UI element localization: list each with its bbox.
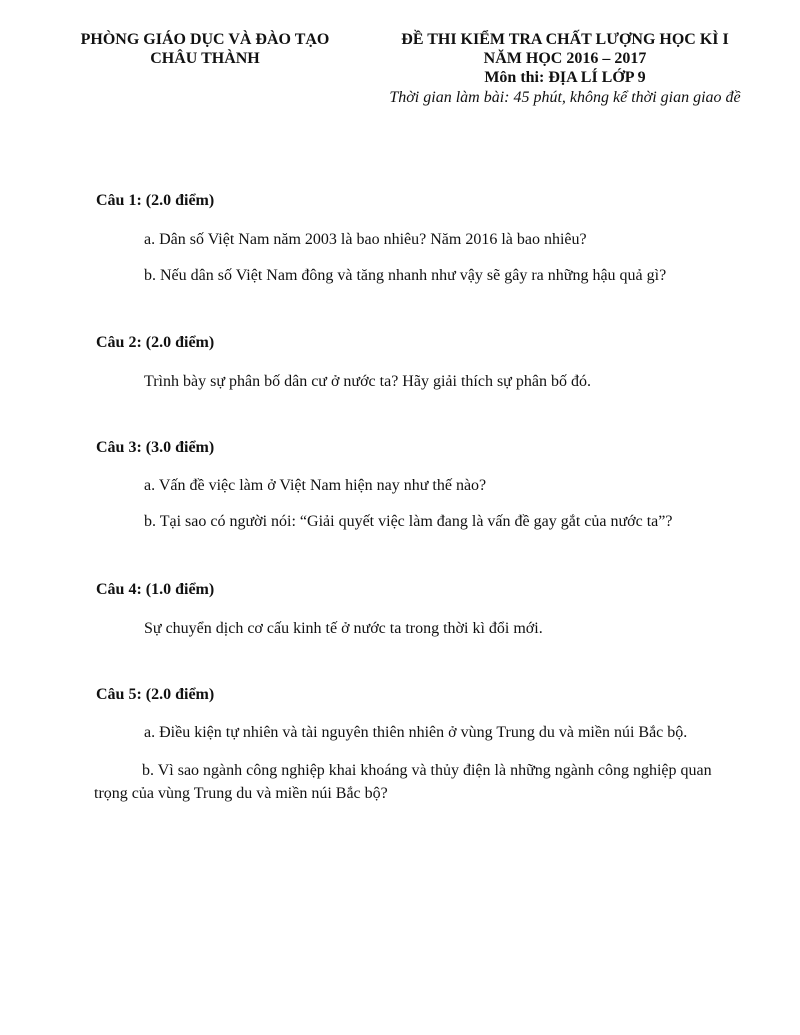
exam-title: ĐỀ THI KIỂM TRA CHẤT LƯỢNG HỌC KÌ I [401,31,729,48]
header-exam-info [370,30,760,107]
question-line: b. Vì sao ngành công nghiệp khai khoáng và thủy điện là những ngành công nghiệp quan trọng của vùng Trung du và miền núi Bắc bộ? [94,762,712,802]
question-title: Câu 4: (1.0 điểm) [96,581,215,598]
question-line: a. Dân số Việt Nam năm 2003 là bao nhiêu? Năm 2016 là bao nhiêu? [144,231,587,248]
question-4 [96,580,746,638]
header-department [40,30,370,68]
question-3 [96,438,746,531]
question-5 [96,685,746,805]
question-title: Câu 3: (3.0 điểm) [96,439,215,456]
question-title: Câu 5: (2.0 điểm) [96,686,215,703]
question-line: b. Nếu dân số Việt Nam đông và tăng nhanh như vậy sẽ gây ra những hậu quả gì? [144,267,667,284]
question-1 [96,191,746,285]
district-name: CHÂU THÀNH [150,50,260,67]
question-title: Câu 1: (2.0 điểm) [96,192,215,209]
exam-subject: Môn thi: ĐỊA LÍ LỚP 9 [484,69,646,86]
question-line: a. Điều kiện tự nhiên và tài nguyên thiên nhiên ở vùng Trung du và miền núi Bắc bộ. [144,724,688,741]
question-title: Câu 2: (2.0 điểm) [96,334,215,351]
question-line: b. Tại sao có người nói: “Giải quyết việc làm đang là vấn đề gay gắt của nước ta”? [144,513,673,530]
question-line: a. Vấn đề việc làm ở Việt Nam hiện nay như thế nào? [144,477,487,494]
exam-duration: Thời gian làm bài: 45 phút, không kể thời gian giao đề [389,89,741,106]
question-2 [96,333,746,391]
question-line: Trình bày sự phân bố dân cư ở nước ta? Hãy giải thích sự phân bố đó. [144,373,591,390]
department-name: PHÒNG GIÁO DỤC VÀ ĐÀO TẠO [80,31,330,48]
school-year: NĂM HỌC 2016 – 2017 [483,50,647,67]
question-line: Sự chuyển dịch cơ cấu kinh tế ở nước ta trong thời kì đổi mới. [144,620,543,637]
